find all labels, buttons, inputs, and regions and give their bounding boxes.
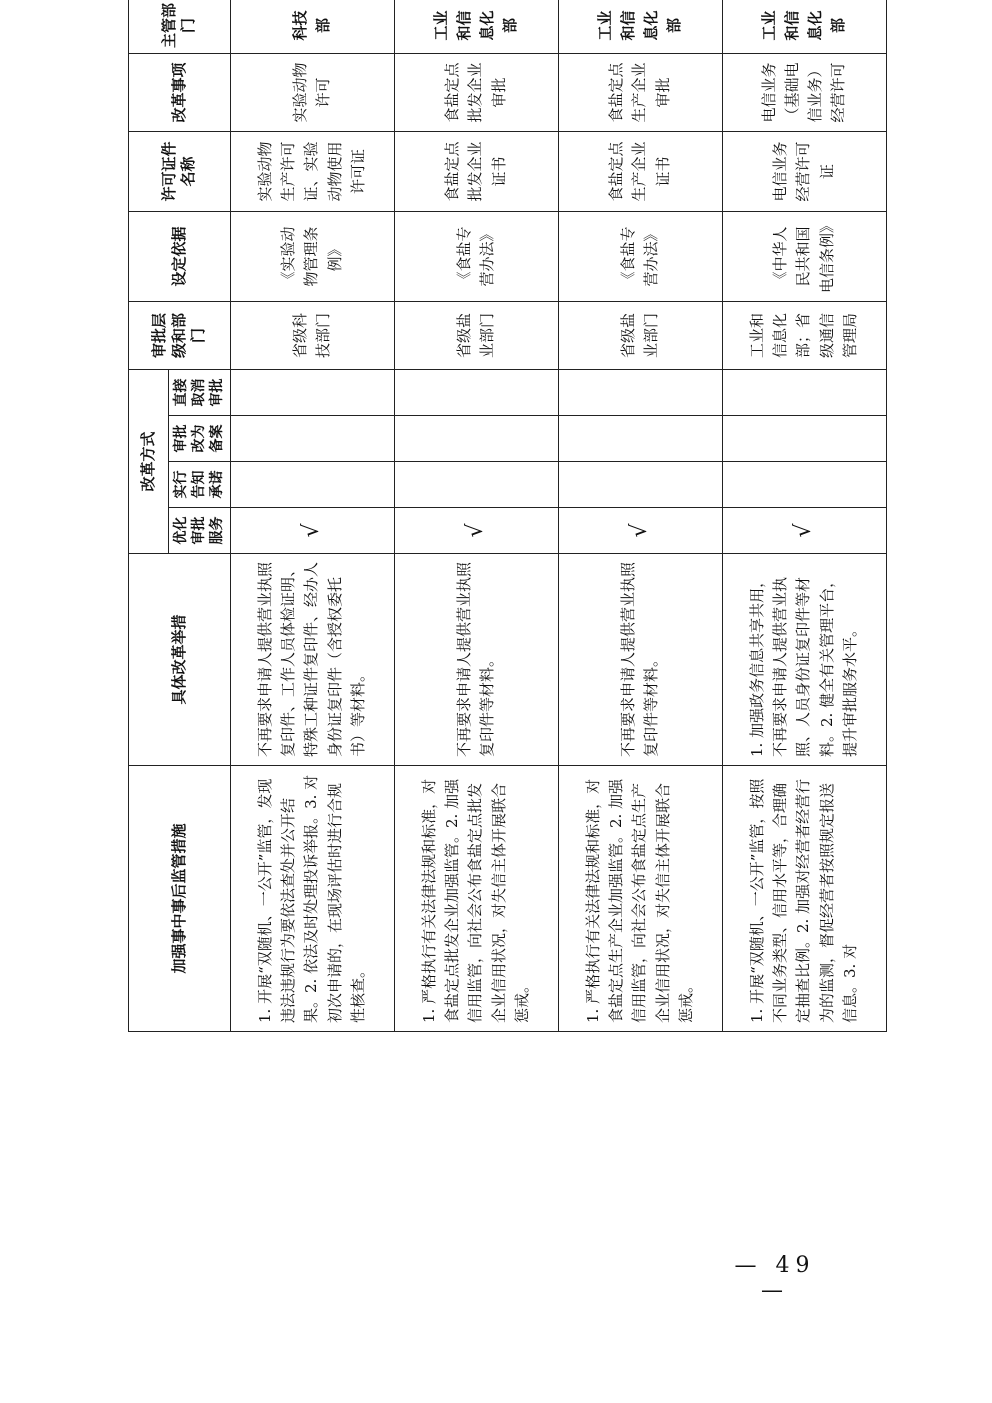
supervision-cell: 1. 严格执行有关法律法规和标准，对食盐定点批发企业加强监管。2. 加强信用监管，向社会公布食盐定点批发企业信用状况，对失信主体开展联合惩戒。 [394,766,558,1032]
measures-cell: 不再要求申请人提供营业执照复印件、工作人员体检证明、特殊工种证件复印件、经办人身份证复印件（含授权委托书）等材料。 [230,554,394,766]
header-supervision: 加强事中事后监管措施 [129,766,231,1032]
header-mode: 改革方式 [129,369,169,553]
optimize-check-cell: √ [230,508,394,554]
table-body [230,0,886,1032]
header-basis: 设定依据 [129,211,231,301]
basis-cell: 《食盐专营办法》 [558,211,722,301]
filing-cell [230,416,394,462]
reform-table [128,0,887,1032]
license-cell: 食盐定点批发企业证书 [394,131,558,211]
dept-cell: 工业和信息化部 [722,0,886,53]
measures-cell: 不再要求申请人提供营业执照复印件等材料。 [558,554,722,766]
notify-cell [558,462,722,508]
notify-cell [722,462,886,508]
dept-cell: 工业和信息化部 [394,0,558,53]
filing-cell [394,416,558,462]
cancel-cell [230,369,394,415]
item-cell: 实验动物许可 [230,53,394,131]
optimize-check-cell: √ [722,508,886,554]
supervision-cell: 1. 严格执行有关法律法规和标准，对食盐定点生产企业加强监管。2. 加强信用监管，向社会公布食盐定点生产企业信用状况，对失信主体开展联合惩戒。 [558,766,722,1032]
measures-cell: 1. 加强政务信息共享共用，不再要求申请人提供营业执照、人员身份证复印件等材料。2. 健全有关管理平台，提升审批服务水平。 [722,554,886,766]
item-cell: 食盐定点生产企业审批 [558,53,722,131]
header-dept: 主管部门 [129,0,231,53]
level-cell: 工业和信息化部；省级通信管理局 [722,301,886,369]
page-number: — 49 — [734,1253,816,1303]
measures-cell: 不再要求申请人提供营业执照复印件等材料。 [394,554,558,766]
header-row [129,0,169,1032]
header-level: 审批层级和部门 [129,301,231,369]
level-cell: 省级科技部门 [230,301,394,369]
item-cell: 食盐定点批发企业审批 [394,53,558,131]
dept-cell: 工业和信息化部 [558,0,722,53]
table-row [394,0,558,1032]
header-measures: 具体改革举措 [129,554,231,766]
cancel-cell [394,369,558,415]
license-cell: 实验动物生产许可证、实验动物使用许可证 [230,131,394,211]
filing-cell [722,416,886,462]
table-row [722,0,886,1032]
cancel-cell [722,369,886,415]
dept-cell: 科技部 [230,0,394,53]
filing-cell [558,416,722,462]
rotated-table-container [128,2,864,1032]
table-row [558,0,722,1032]
header-cancel: 直接取消审批 [169,369,231,415]
header-notify: 实行告知承诺 [169,462,231,508]
table-header [129,0,231,1032]
basis-cell: 《食盐专营办法》 [394,211,558,301]
basis-cell: 《中华人民共和国电信条例》 [722,211,886,301]
optimize-check-cell: √ [558,508,722,554]
cancel-cell [558,369,722,415]
supervision-cell: 1. 开展“双随机、一公开”监管，按照不同业务类型、信用水平等，合理确定抽查比例。2. 加强对经营者经营行为的监测，督促经营者按照规定报送信息。3. 对 [722,766,886,1032]
level-cell: 省级盐业部门 [394,301,558,369]
notify-cell [230,462,394,508]
license-cell: 食盐定点生产企业证书 [558,131,722,211]
basis-cell: 《实验动物管理条例》 [230,211,394,301]
header-license: 许可证件名称 [129,131,231,211]
header-filing: 审批改为备案 [169,416,231,462]
supervision-cell: 1. 开展“双随机、一公开”监管，发现违法违规行为要依法查处并公开结果。2. 依法及时处理投诉举报。3. 对初次申请的，在现场评估时进行合规性核查。 [230,766,394,1032]
item-cell: 电信业务（基础电信业务）经营许可 [722,53,886,131]
header-optimize: 优化审批服务 [169,508,231,554]
header-item: 改革事项 [129,53,231,131]
table-row [230,0,394,1032]
license-cell: 电信业务经营许可证 [722,131,886,211]
optimize-check-cell: √ [394,508,558,554]
notify-cell [394,462,558,508]
level-cell: 省级盐业部门 [558,301,722,369]
